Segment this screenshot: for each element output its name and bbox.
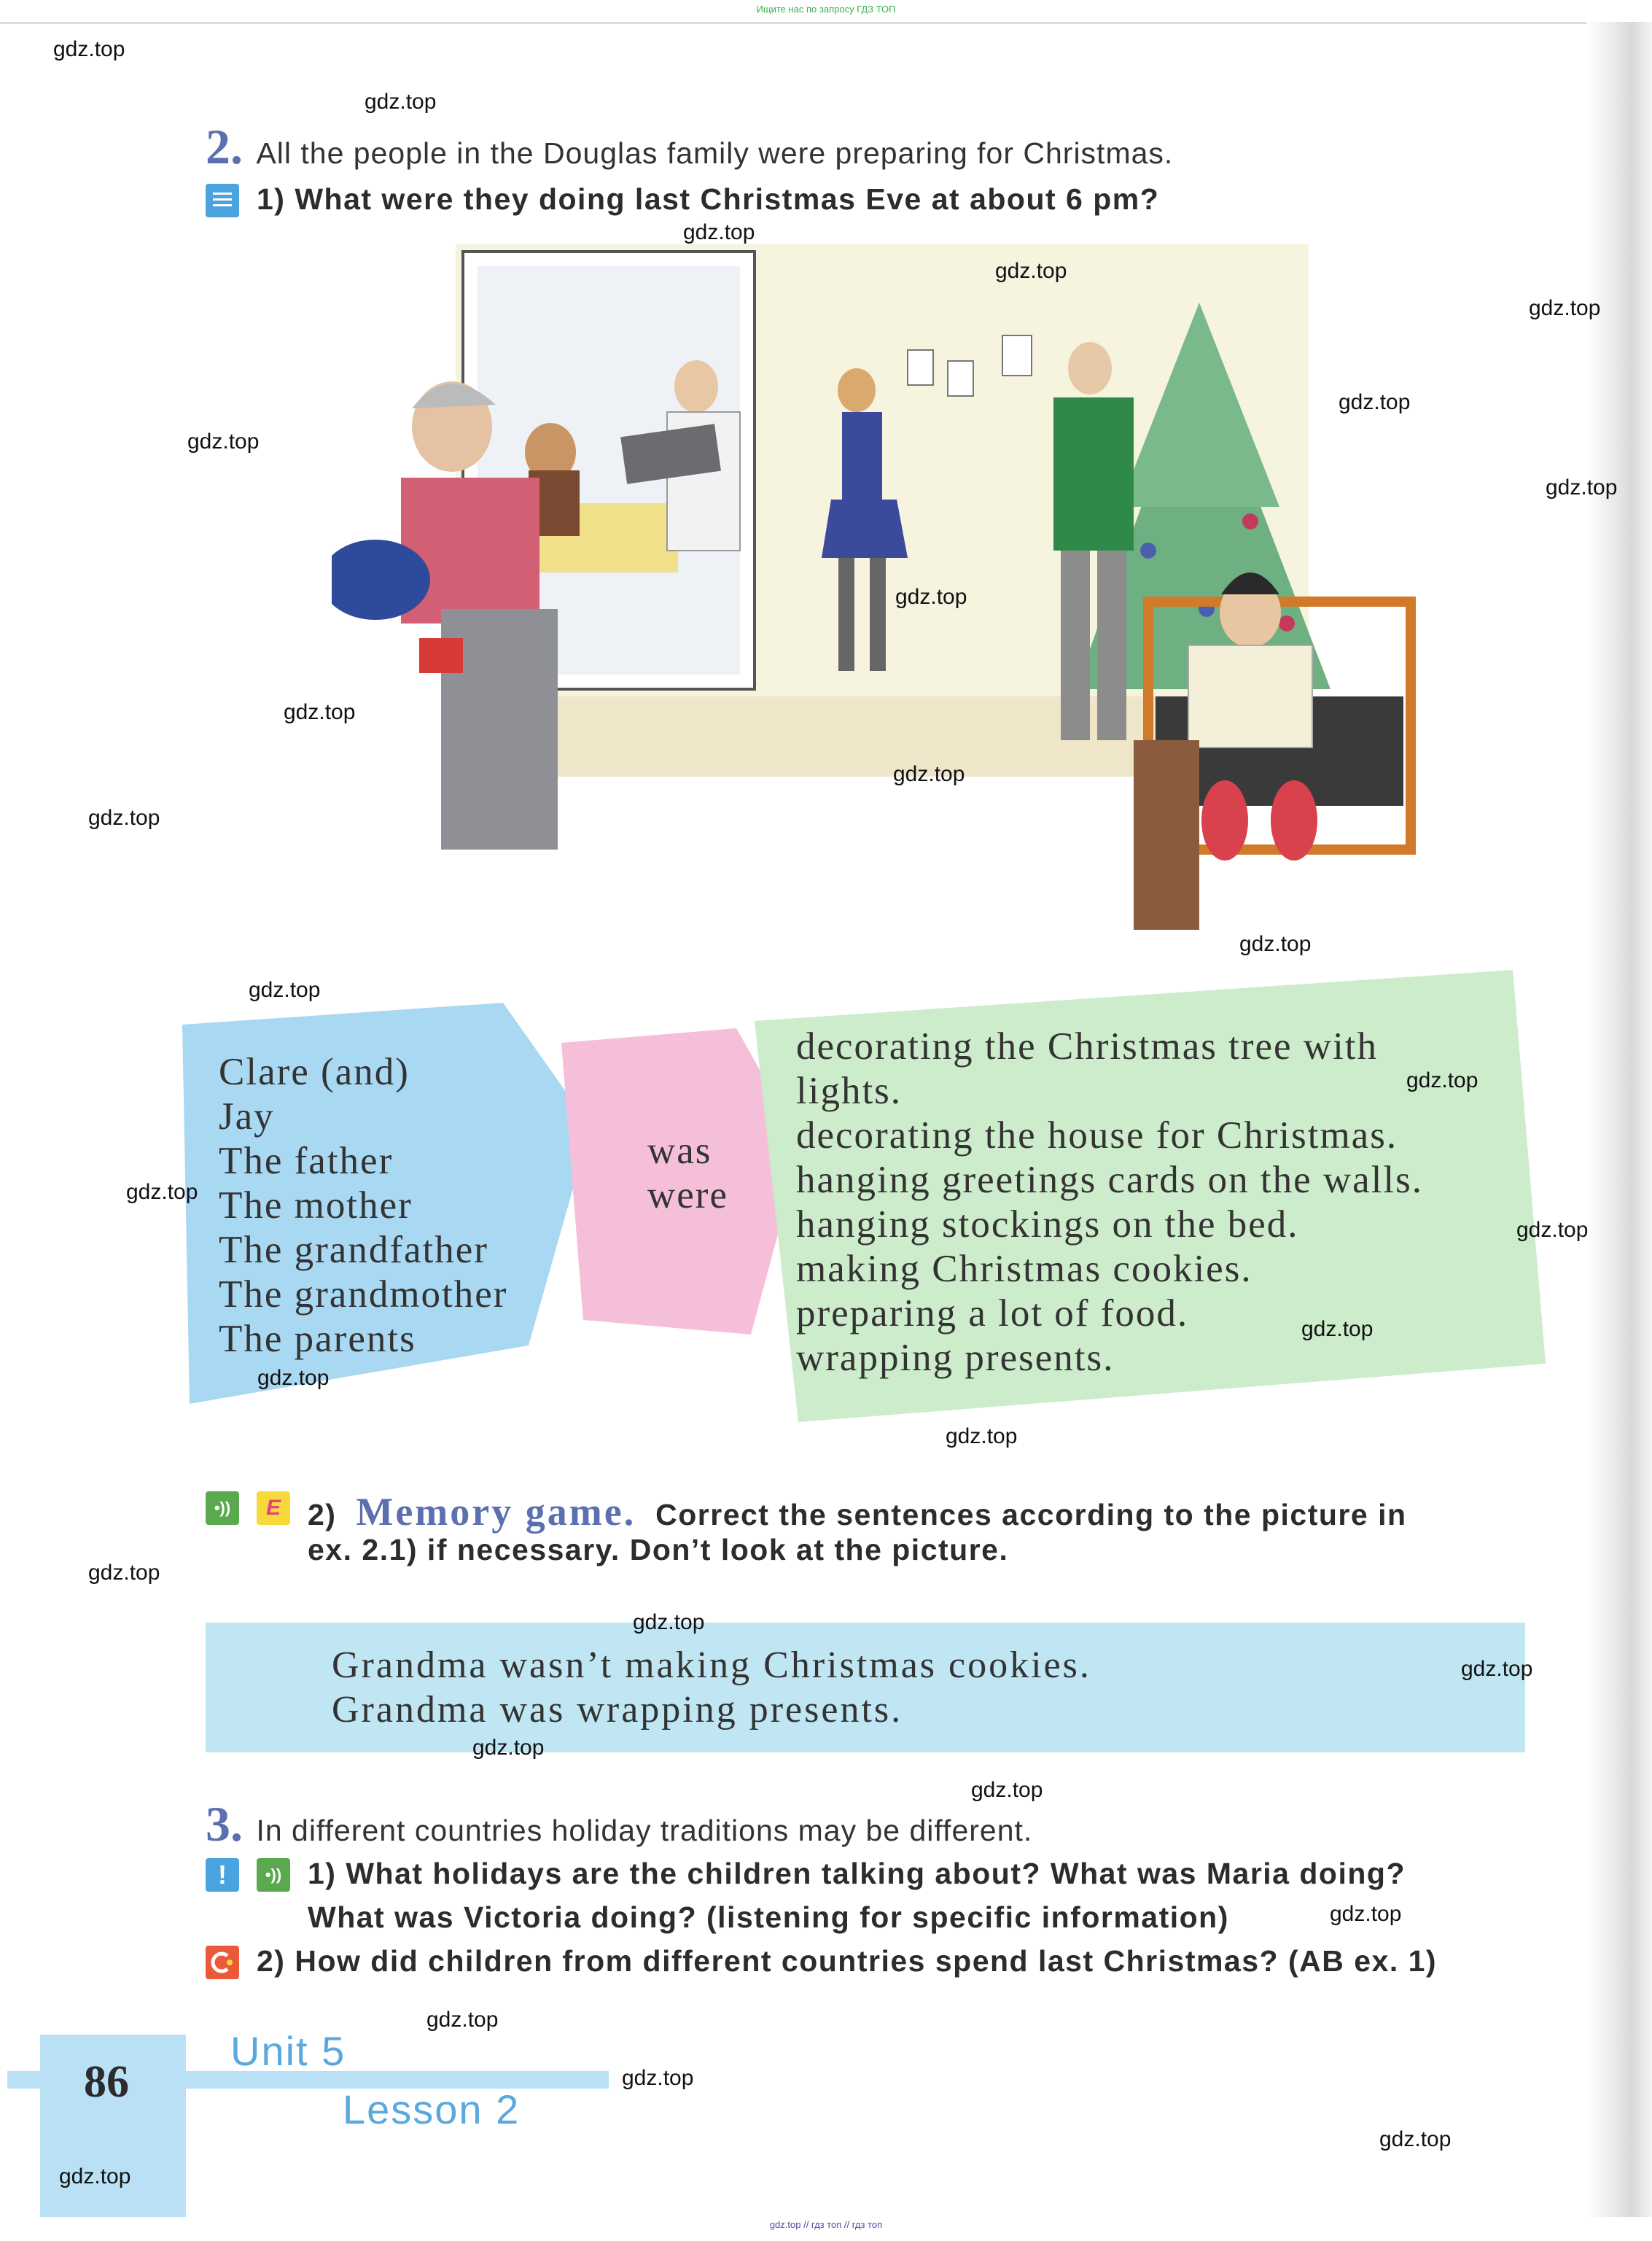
watermark-text: gdz.top: [257, 1366, 330, 1390]
watermark-text: gdz.top: [1339, 390, 1411, 414]
watermark-text: gdz.top: [622, 2066, 694, 2090]
example-sentence: Grandma was wrapping presents.: [332, 1689, 903, 1731]
task-number: 2): [308, 1498, 337, 1531]
watermark-text: gdz.top: [1461, 1657, 1533, 1681]
christmas-family-illustration: [332, 244, 1433, 933]
top-ad-banner[interactable]: Ищите нас по запросу ГДЗ ТОП: [756, 4, 896, 15]
exercise-intro: In different countries holiday traditions may be different.: [256, 1814, 1033, 1847]
audio-icon: •)): [206, 1491, 239, 1525]
page-top-divider: [0, 22, 1597, 24]
watermark-text: gdz.top: [633, 1610, 705, 1634]
e-game-icon: E: [257, 1491, 290, 1525]
attention-icon: !: [206, 1858, 239, 1892]
watermark-text: gdz.top: [187, 430, 260, 454]
page-number: 86: [84, 2057, 129, 2107]
watermark-text: gdz.top: [1379, 2127, 1452, 2151]
action-item: making Christmas cookies.: [796, 1248, 1252, 1290]
watermark-text: gdz.top: [683, 220, 755, 244]
lesson-label: Lesson 2: [343, 2086, 521, 2132]
audio-icon: •)): [257, 1858, 290, 1892]
exercise-2-header: [206, 118, 1173, 176]
watermark-text: gdz.top: [1529, 296, 1601, 320]
subject-item: The grandfather: [219, 1229, 488, 1271]
action-item: decorating the house for Christmas.: [796, 1114, 1398, 1157]
exercise-intro: All the people in the Douglas family were preparing for Christmas.: [256, 136, 1174, 170]
watermark-text: gdz.top: [1330, 1902, 1402, 1926]
action-item: lights.: [796, 1070, 903, 1112]
activity-book-icon: [206, 1946, 239, 1979]
watermark-text: gdz.top: [1239, 932, 1312, 956]
watermark-text: gdz.top: [1546, 475, 1618, 500]
watermark-text: gdz.top: [426, 2008, 499, 2032]
subject-item: Jay: [219, 1095, 275, 1138]
watermark-text: gdz.top: [946, 1424, 1018, 1448]
reading-icon: [206, 184, 239, 217]
subject-item: The parents: [219, 1318, 416, 1360]
exercise-3-task-1-line-1: 1) What holidays are the children talking about? What was Maria doing?: [308, 1857, 1406, 1890]
watermark-text: gdz.top: [53, 37, 125, 61]
unit-label: Unit 5: [230, 2028, 346, 2074]
subject-item: The father: [219, 1140, 394, 1182]
memory-game-instruction-line-2: ex. 2.1) if necessary. Don’t look at the picture.: [308, 1533, 1009, 1566]
watermark-text: gdz.top: [365, 90, 437, 114]
watermark-text: gdz.top: [249, 978, 321, 1002]
memory-game-title: Memory game.: [356, 1490, 636, 1534]
subject-item: The grandmother: [219, 1273, 508, 1316]
action-item: hanging stockings on the bed.: [796, 1203, 1299, 1246]
watermark-text: gdz.top: [126, 1180, 198, 1204]
watermark-text: gdz.top: [995, 259, 1067, 283]
memory-game-task: [308, 1489, 1407, 1534]
exercise-number: 3.: [206, 1796, 243, 1852]
action-item: decorating the Christmas tree with: [796, 1025, 1379, 1068]
verb-item: was: [647, 1130, 712, 1172]
watermark-text: gdz.top: [88, 806, 160, 830]
watermark-text: gdz.top: [1301, 1317, 1374, 1341]
exercise-3-task-2: 2) How did children from different countries spend last Christmas? (AB ex. 1): [257, 1944, 1438, 1978]
verb-item: were: [647, 1174, 728, 1216]
watermark-text: gdz.top: [88, 1561, 160, 1585]
watermark-text: gdz.top: [284, 700, 356, 724]
subject-item: Clare (and): [219, 1051, 410, 1093]
bottom-ad-banner[interactable]: gdz.top // гдз топ // гдз топ: [769, 2219, 883, 2230]
watermark-text: gdz.top: [971, 1778, 1043, 1802]
exercise-3-task-1-line-2: What was Victoria doing? (listening for specific information): [308, 1900, 1229, 1934]
page-edge-shadow: [1586, 22, 1652, 2217]
exercise-number: 2.: [206, 119, 243, 174]
exercise-2-task-1: 1) What were they doing last Christmas Eve at about 6 pm?: [257, 182, 1160, 216]
memory-game-instruction-line-1: Correct the sentences according to the picture in: [655, 1498, 1407, 1531]
watermark-text: gdz.top: [1406, 1068, 1478, 1092]
example-sentence: Grandma wasn’t making Christmas cookies.: [332, 1644, 1091, 1686]
watermark-text: gdz.top: [1516, 1218, 1589, 1242]
watermark-text: gdz.top: [59, 2164, 131, 2188]
watermark-text: gdz.top: [895, 585, 967, 609]
action-item: wrapping presents.: [796, 1337, 1115, 1379]
watermark-text: gdz.top: [472, 1736, 545, 1760]
example-answer-box: [206, 1623, 1525, 1752]
action-item: hanging greetings cards on the walls.: [796, 1159, 1423, 1201]
action-item: preparing a lot of food.: [796, 1292, 1189, 1335]
exercise-3-header: [206, 1795, 1032, 1853]
subject-item: The mother: [219, 1184, 413, 1227]
watermark-text: gdz.top: [893, 762, 965, 786]
